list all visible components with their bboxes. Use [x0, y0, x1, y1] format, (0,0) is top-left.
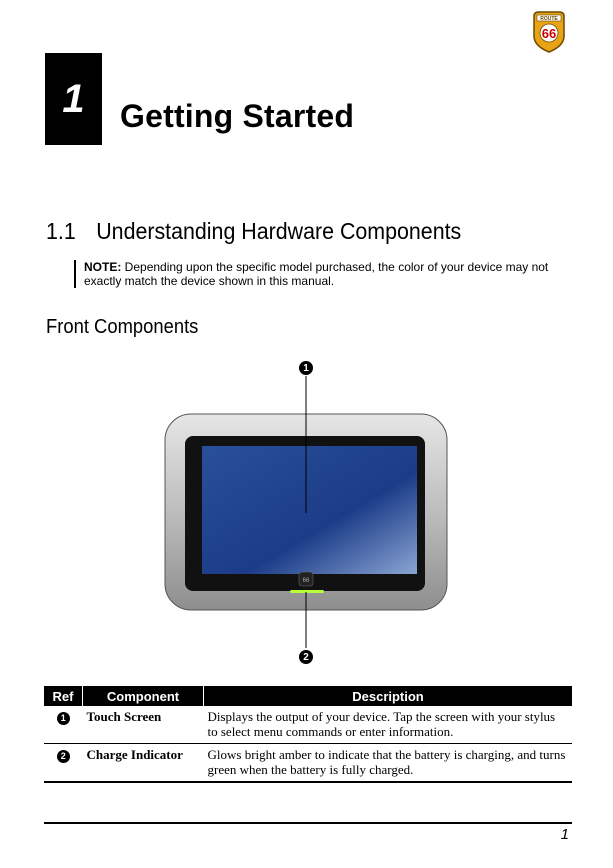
note-text: Depending upon the specific model purchased, the color of your device may not exactly match the device shown in this manual. [84, 260, 549, 288]
component-name: Charge Indicator [83, 744, 204, 783]
table-row [44, 744, 572, 783]
chapter-title: Getting Started [120, 98, 355, 134]
table-row [44, 706, 572, 744]
header-component: Component [83, 686, 204, 706]
section-title: Understanding Hardware Components [96, 218, 462, 244]
callout-2: 2 [299, 650, 313, 664]
svg-text:66: 66 [541, 26, 557, 41]
note-box [74, 260, 574, 288]
component-name: Touch Screen [83, 706, 204, 744]
svg-text:66: 66 [302, 578, 310, 584]
route66-logo-icon [531, 10, 567, 54]
svg-text:ROUTE: ROUTE [540, 16, 558, 22]
header-ref: Ref [44, 686, 83, 706]
component-description: Glows bright amber to indicate that the battery is charging, and turns green when the battery is fully charged. [204, 744, 573, 783]
components-table [44, 686, 572, 783]
footer-rule [44, 822, 572, 824]
ref-badge-1: 1 [57, 712, 70, 725]
table-header-row [44, 686, 572, 706]
section-heading [46, 218, 461, 245]
device-figure [155, 358, 455, 668]
header-description: Description [204, 686, 573, 706]
page-number: 1 [560, 826, 569, 843]
note-label: NOTE: [84, 260, 122, 274]
subsection-heading: Front Components [46, 316, 199, 338]
chapter-number: 1 [45, 53, 102, 145]
section-number: 1.1 [46, 218, 76, 244]
callout-1: 1 [299, 361, 313, 375]
ref-badge-2: 2 [57, 750, 70, 763]
component-description: Displays the output of your device. Tap the screen with your stylus to select menu commands or enter information. [204, 706, 573, 744]
device-illustration [155, 358, 455, 668]
